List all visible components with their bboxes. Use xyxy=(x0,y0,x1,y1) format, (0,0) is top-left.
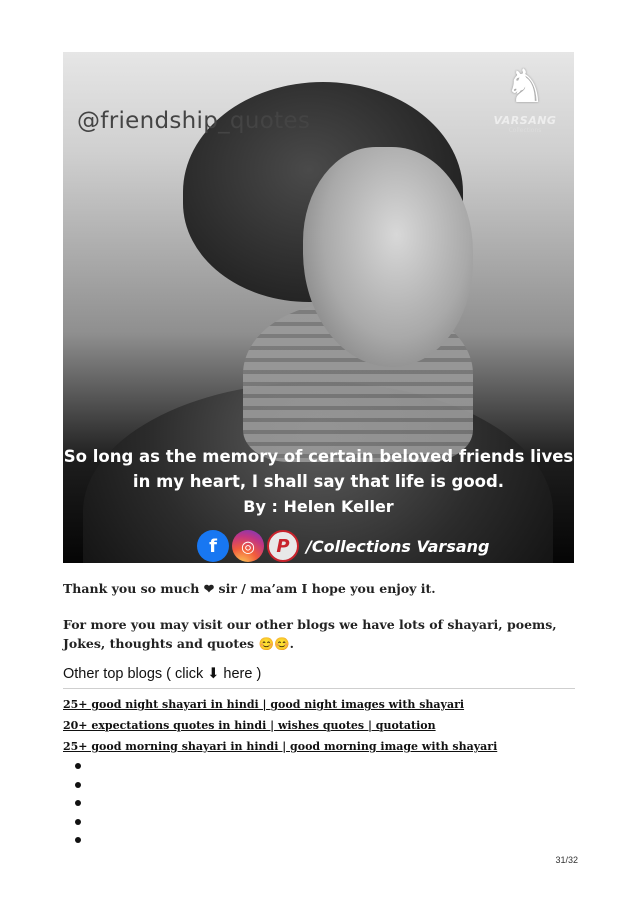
blog-links xyxy=(63,694,497,757)
horse-icon: ♞ xyxy=(504,59,546,113)
blog-link-good-night[interactable]: 25+ good night shayari in hindi | good night images with shayari xyxy=(63,698,465,711)
varsang-logo xyxy=(486,58,564,150)
quote-text xyxy=(63,444,574,494)
more-blogs-text: For more you may visit our other blogs we have lots of shayari, poems, Jokes, thoughts and quotes 😊😊. xyxy=(63,617,557,651)
quote-author: By : Helen Keller xyxy=(243,497,394,516)
social-name: /Collections Varsang xyxy=(306,536,490,556)
social-bar xyxy=(197,529,489,563)
other-blogs-heading: Other top blogs ( click ⬇ here ) xyxy=(63,666,262,682)
quote-line-2: in my heart, I shall say that life is good. xyxy=(132,472,505,491)
page-number: 31/32 xyxy=(555,855,578,865)
pinterest-icon: P xyxy=(267,530,299,562)
instagram-icon: ◎ xyxy=(232,530,264,562)
image-handle: @friendship_quotes xyxy=(77,108,311,134)
facebook-icon: f xyxy=(197,530,229,562)
thanks-text: Thank you so much ❤ sir / ma’am I hope you enjoy it. xyxy=(63,581,436,596)
heading-divider xyxy=(63,688,575,689)
quote-line-1: So long as the memory of certain beloved friends lives xyxy=(63,447,574,466)
blog-link-good-morning[interactable]: 25+ good morning shayari in hindi | good morning image with shayari xyxy=(63,740,498,753)
logo-sub: Collections xyxy=(508,127,542,134)
quote-image xyxy=(63,52,574,563)
blog-link-expectations[interactable]: 20+ expectations quotes in hindi | wishes quotes | quotation xyxy=(63,719,436,732)
logo-brand: VARSANG xyxy=(493,114,557,127)
